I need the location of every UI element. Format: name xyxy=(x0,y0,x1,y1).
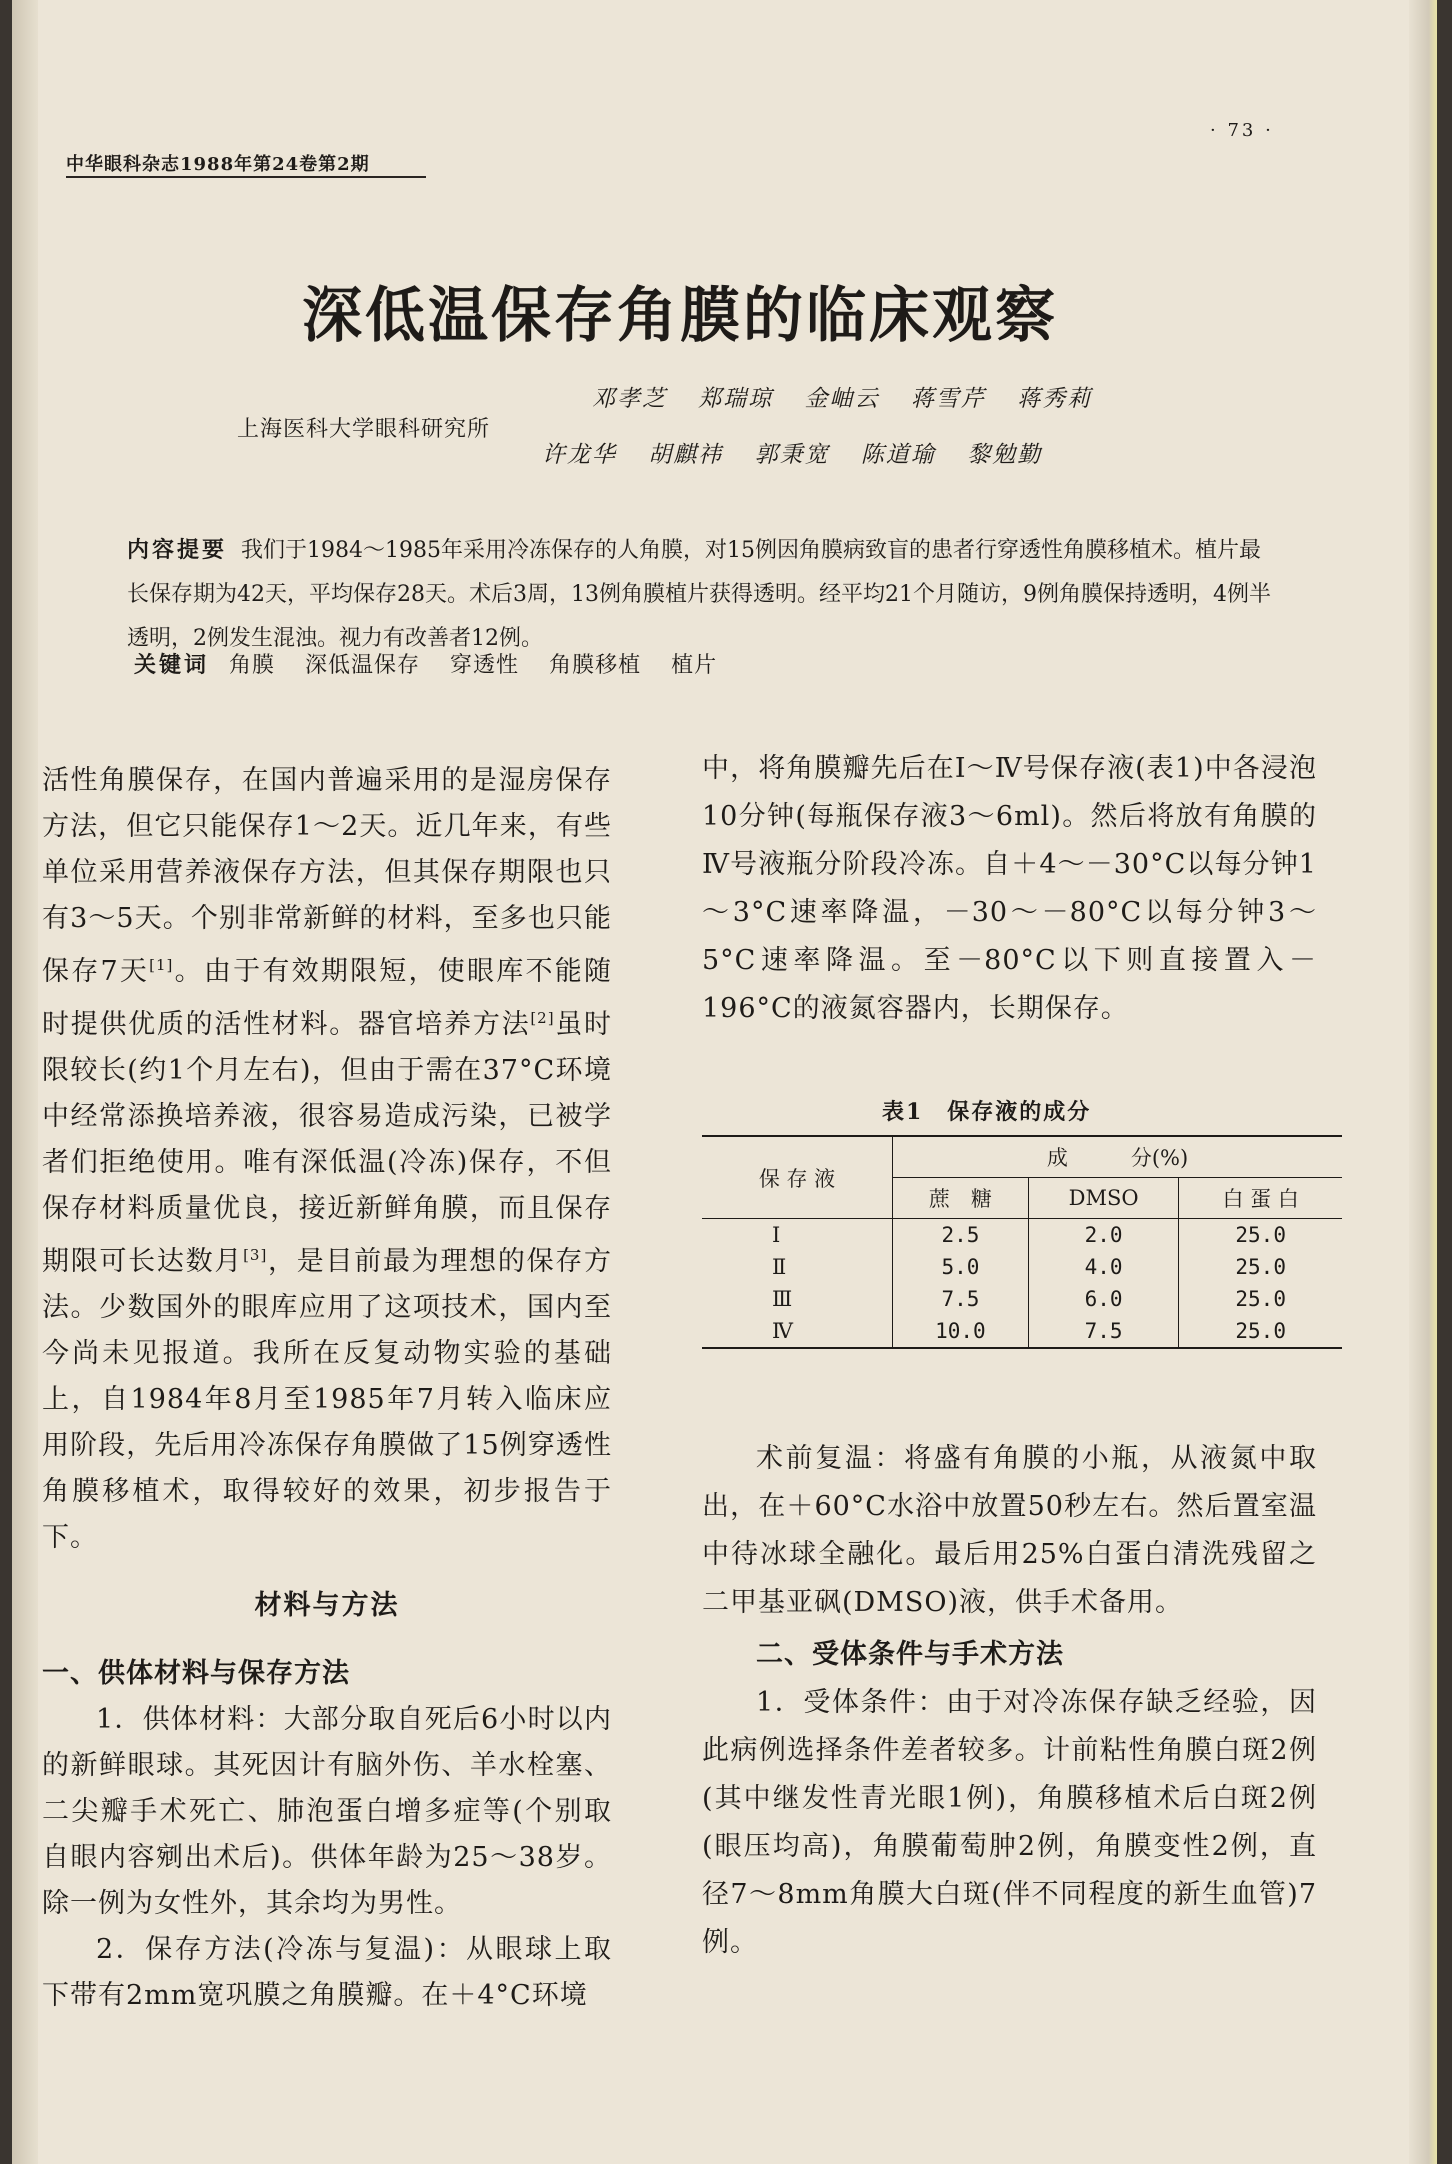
article-title: 深低温保存角膜的临床观察 xyxy=(302,281,1058,351)
paragraph-recipient: 1．受体条件：由于对冷冻保存缺乏经验，因此病例选择条件差者较多。计前粘性角膜白斑2例(其中继发性青光眼1例)，角膜移植术后白斑2例(眼压均高)，角膜葡萄肿2例，角膜变性2例，直径7～8mm角膜大白斑(伴不同程度的新生血管)7例。 xyxy=(702,1687,1317,1958)
table-row-header: 保 存 液 xyxy=(702,1136,893,1219)
table-cell: Ⅳ xyxy=(702,1315,893,1348)
authors-line-2: 许龙华 胡麒祎 郭秉宽 陈道瑜 黎勉勤 xyxy=(542,442,1043,468)
table-cell: 2.0 xyxy=(1028,1219,1179,1252)
citation: [1] xyxy=(149,956,174,974)
table-cell: 5.0 xyxy=(893,1251,1029,1283)
abstract xyxy=(127,528,1277,661)
section-heading-materials: 材料与方法 xyxy=(254,1590,400,1621)
table-cell: Ⅰ xyxy=(772,1223,781,1247)
table-cell: 25.0 xyxy=(1179,1315,1342,1348)
table-row xyxy=(702,1251,1342,1283)
authors-line-1: 邓孝芝 郑瑞琼 金岫云 蒋雪芹 蒋秀莉 xyxy=(592,386,1093,412)
keywords xyxy=(134,648,739,679)
composition-table xyxy=(702,1135,1342,1349)
left-column xyxy=(42,758,612,2019)
paragraph-donor-material: 1．供体材料：大部分取自死后6小时以内的新鲜眼球。其死因计有脑外伤、羊水栓塞、二尖瓣手术死亡、肺泡蛋白增多症等(个别取自眼内容剜出术后)。供体年龄为25～38岁。除一例为女性外，其余均为男性。 xyxy=(42,1704,612,1919)
journal-page xyxy=(12,0,1437,2164)
citation: [3] xyxy=(243,1246,268,1264)
keyword: 植片 xyxy=(671,653,718,678)
intro-paragraph: 活性角膜保存，在国内普遍采用的是湿房保存方法，但它只能保存1～2天。近几年来，有些单位采用营养液保存方法，但其保存期限也只有3～5天。个别非常新鲜的材料，至多也只能保存7天[1]。由于有效期限短，使眼库不能随时提供优质的活性材料。器官培养方法[2]虽时限较长(约1个月左右)，但由于需在37°C环境中经常添换培养液，很容易造成污染，已被学者们拒绝使用。唯有深低温(冷冻)保存，不但保存材料质量优良，接近新鲜角膜，而且保存期限可长达数月[3]，是目前最为理想的保存方法。少数国外的眼库应用了这项技术，国内至今尚未见报道。我所在反复动物实验的基础上，自1984年8月至1985年7月转入临床应用阶段，先后用冷冻保存角膜做了15例穿透性角膜移植术，取得较好的效果，初步报告于下。 xyxy=(42,765,613,1553)
keyword: 深低温保存 xyxy=(305,653,421,678)
keyword: 角膜移植 xyxy=(549,653,642,678)
table-row xyxy=(702,1219,1342,1252)
page-number: · 73 · xyxy=(1210,120,1274,141)
right-column xyxy=(702,745,1317,1033)
keyword: 角膜 xyxy=(229,653,276,678)
table-cell: Ⅲ xyxy=(772,1287,793,1311)
table-group-header: 成 分(%) xyxy=(893,1136,1343,1178)
right-column-lower xyxy=(702,1435,1317,1967)
page-edge-right xyxy=(1409,0,1437,2164)
table-row xyxy=(702,1315,1342,1348)
table-cell: 25.0 xyxy=(1179,1219,1342,1252)
table-title: 表1 保存液的成分 xyxy=(882,1099,1092,1125)
paragraph-rewarming: 术前复温：将盛有角膜的小瓶，从液氮中取出，在＋60°C水浴中放置50秒左右。然后置室温中待冰球全融化。最后用25%白蛋白清洗残留之二甲基亚砜(DMSO)液，供手术备用。 xyxy=(702,1443,1317,1618)
table-col-header: 白 蛋 白 xyxy=(1179,1178,1342,1219)
table-row xyxy=(702,1283,1342,1315)
journal-header: 中华眼科杂志1988年第24卷第2期 xyxy=(66,154,370,175)
table-cell: 4.0 xyxy=(1028,1251,1179,1283)
keyword: 穿透性 xyxy=(450,653,520,678)
subsection-heading-1: 一、供体材料与保存方法 xyxy=(42,1658,350,1689)
table-cell: 7.5 xyxy=(893,1283,1029,1315)
table-cell: 25.0 xyxy=(1179,1251,1342,1283)
paragraph-preservation-method: 2．保存方法(冷冻与复温)：从眼球上取下带有2mm宽巩膜之角膜瓣。在＋4°C环境 xyxy=(42,1934,612,2011)
table-cell: 2.5 xyxy=(893,1219,1029,1252)
affiliation: 上海医科大学眼科研究所 xyxy=(237,417,491,442)
table-cell: 7.5 xyxy=(1028,1315,1179,1348)
abstract-text: 我们于1984～1985年采用冷冻保存的人角膜，对15例因角膜病致盲的患者行穿透性角膜移植术。植片最长保存期为42天，平均保存28天。术后3周，13例角膜植片获得透明。经平均21个月随访，9例角膜保持透明，4例半透明，2例发生混浊。视力有改善者12例。 xyxy=(127,538,1271,651)
table-cell: 25.0 xyxy=(1179,1283,1342,1315)
table-cell: 10.0 xyxy=(893,1315,1029,1348)
subsection-heading-2: 二、受体条件与手术方法 xyxy=(756,1639,1064,1670)
header-rule xyxy=(66,176,426,178)
citation: [2] xyxy=(530,1009,555,1027)
paragraph-continuation: 中，将角膜瓣先后在Ⅰ～Ⅳ号保存液(表1)中各浸泡10分钟(每瓶保存液3～6ml)。然后将放有角膜的Ⅳ号液瓶分阶段冷冻。自＋4～－30°C以每分钟1～3°C速率降温，－30～－80°C以每分钟3～5°C速率降温。至－80°C以下则直接置入－196°C的液氮容器内，长期保存。 xyxy=(702,753,1317,1024)
table-cell: Ⅱ xyxy=(772,1255,787,1279)
table-col-header: 蔗 糖 xyxy=(893,1178,1029,1219)
page-edge-left xyxy=(12,0,38,2164)
table-cell: 6.0 xyxy=(1028,1283,1179,1315)
table-col-header: DMSO xyxy=(1028,1178,1179,1219)
abstract-label: 内容提要 xyxy=(127,537,228,563)
keywords-label: 关键词 xyxy=(134,652,210,678)
